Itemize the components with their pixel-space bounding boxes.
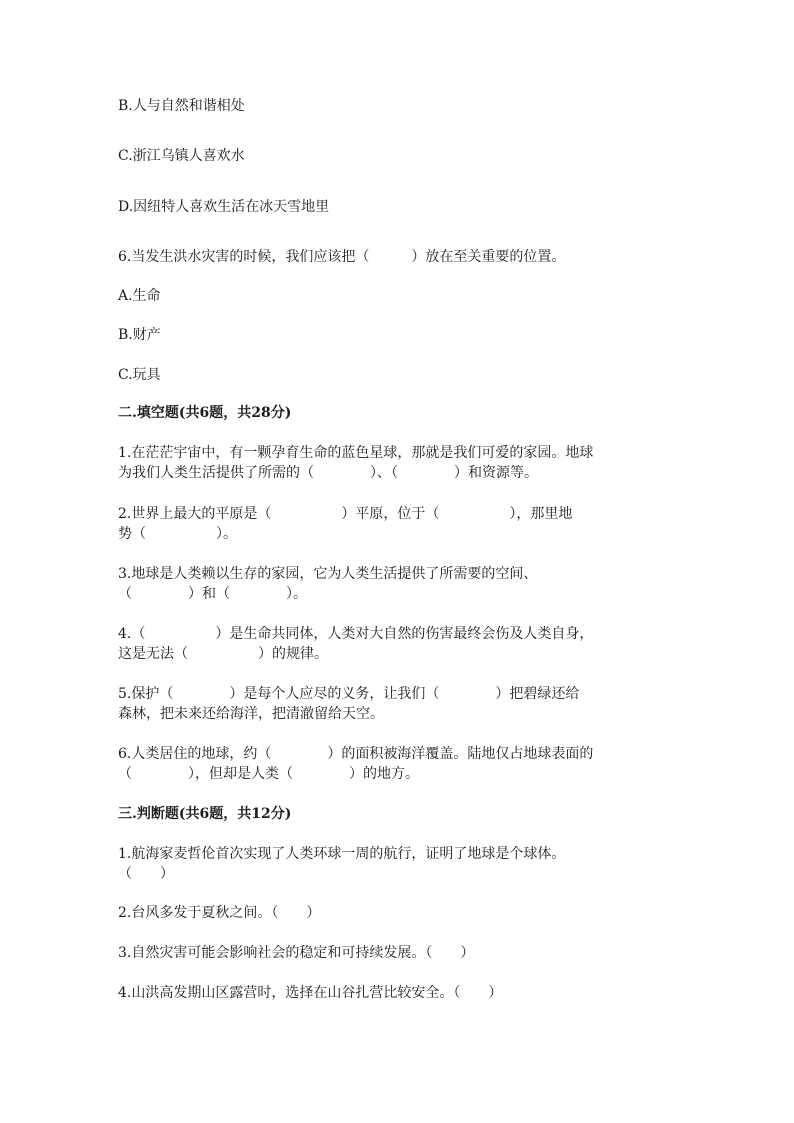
tf-q1-line1: 1.航海家麦哲伦首次实现了人类环球一周的航行，证明了地球是个球体。: [118, 846, 566, 862]
q6-option-b: B.财产: [118, 327, 161, 343]
fill-q2-line2: 势（ ）。: [118, 526, 237, 542]
q6-option-a: A.生命: [118, 288, 161, 304]
fill-q2-line1: 2.世界上最大的平原是（ ）平原，位于（ ），那里地: [118, 506, 573, 522]
fill-q4-line2: 这是无法（ ）的规律。: [118, 646, 328, 662]
fill-q1-line2: 为我们人类生活提供了所需的（ ）、（ ）和资源等。: [118, 465, 538, 481]
q5-option-d: D.因纽特人喜欢生活在冰天雪地里: [118, 199, 330, 215]
tf-q3: 3.自然灾害可能会影响社会的稳定和可持续发展。（ ）: [118, 945, 475, 961]
fill-q6-line2: （ ），但却是人类（ ）的地方。: [118, 766, 419, 782]
tf-q1-line2: （ ）: [118, 866, 174, 882]
fill-q3-line2: （ ）和（ ）。: [118, 586, 307, 602]
fill-q4-line1: 4.（ ）是生命共同体，人类对大自然的伤害最终会伤及人类自身，: [118, 626, 594, 642]
fill-q5-line2: 森林，把未来还给海洋，把清澈留给天空。: [118, 706, 384, 722]
fill-q6-line1: 6.人类居住的地球，约（ ）的面积被海洋覆盖。陆地仅占地球表面的: [118, 746, 594, 762]
q5-option-c: C.浙江乌镇人喜欢水: [118, 148, 245, 164]
q5-option-b: B.人与自然和谐相处: [118, 98, 245, 114]
tf-q2: 2.台风多发于夏秋之间。（ ）: [118, 905, 321, 921]
fill-q5-line1: 5.保护（ ）是每个人应尽的义务，让我们（ ）把碧绿还给: [118, 686, 580, 702]
tf-q4: 4.山洪高发期山区露营时，选择在山谷扎营比较安全。（ ）: [118, 985, 503, 1001]
q6-option-c: C.玩具: [118, 367, 161, 383]
fill-q3-line1: 3.地球是人类赖以生存的家园，它为人类生活提供了所需要的空间、: [118, 566, 538, 582]
fill-q1-line1: 1.在茫茫宇宙中，有一颗孕育生命的蓝色星球，那就是我们可爱的家园。地球: [118, 445, 594, 461]
q6-stem: 6.当发生洪水灾害的时候，我们应该把（ ）放在至关重要的位置。: [118, 249, 566, 265]
section-heading-fill-blank: 二.填空题(共6题，共28分): [118, 405, 292, 421]
section-heading-true-false: 三.判断题(共6题，共12分): [118, 806, 292, 822]
